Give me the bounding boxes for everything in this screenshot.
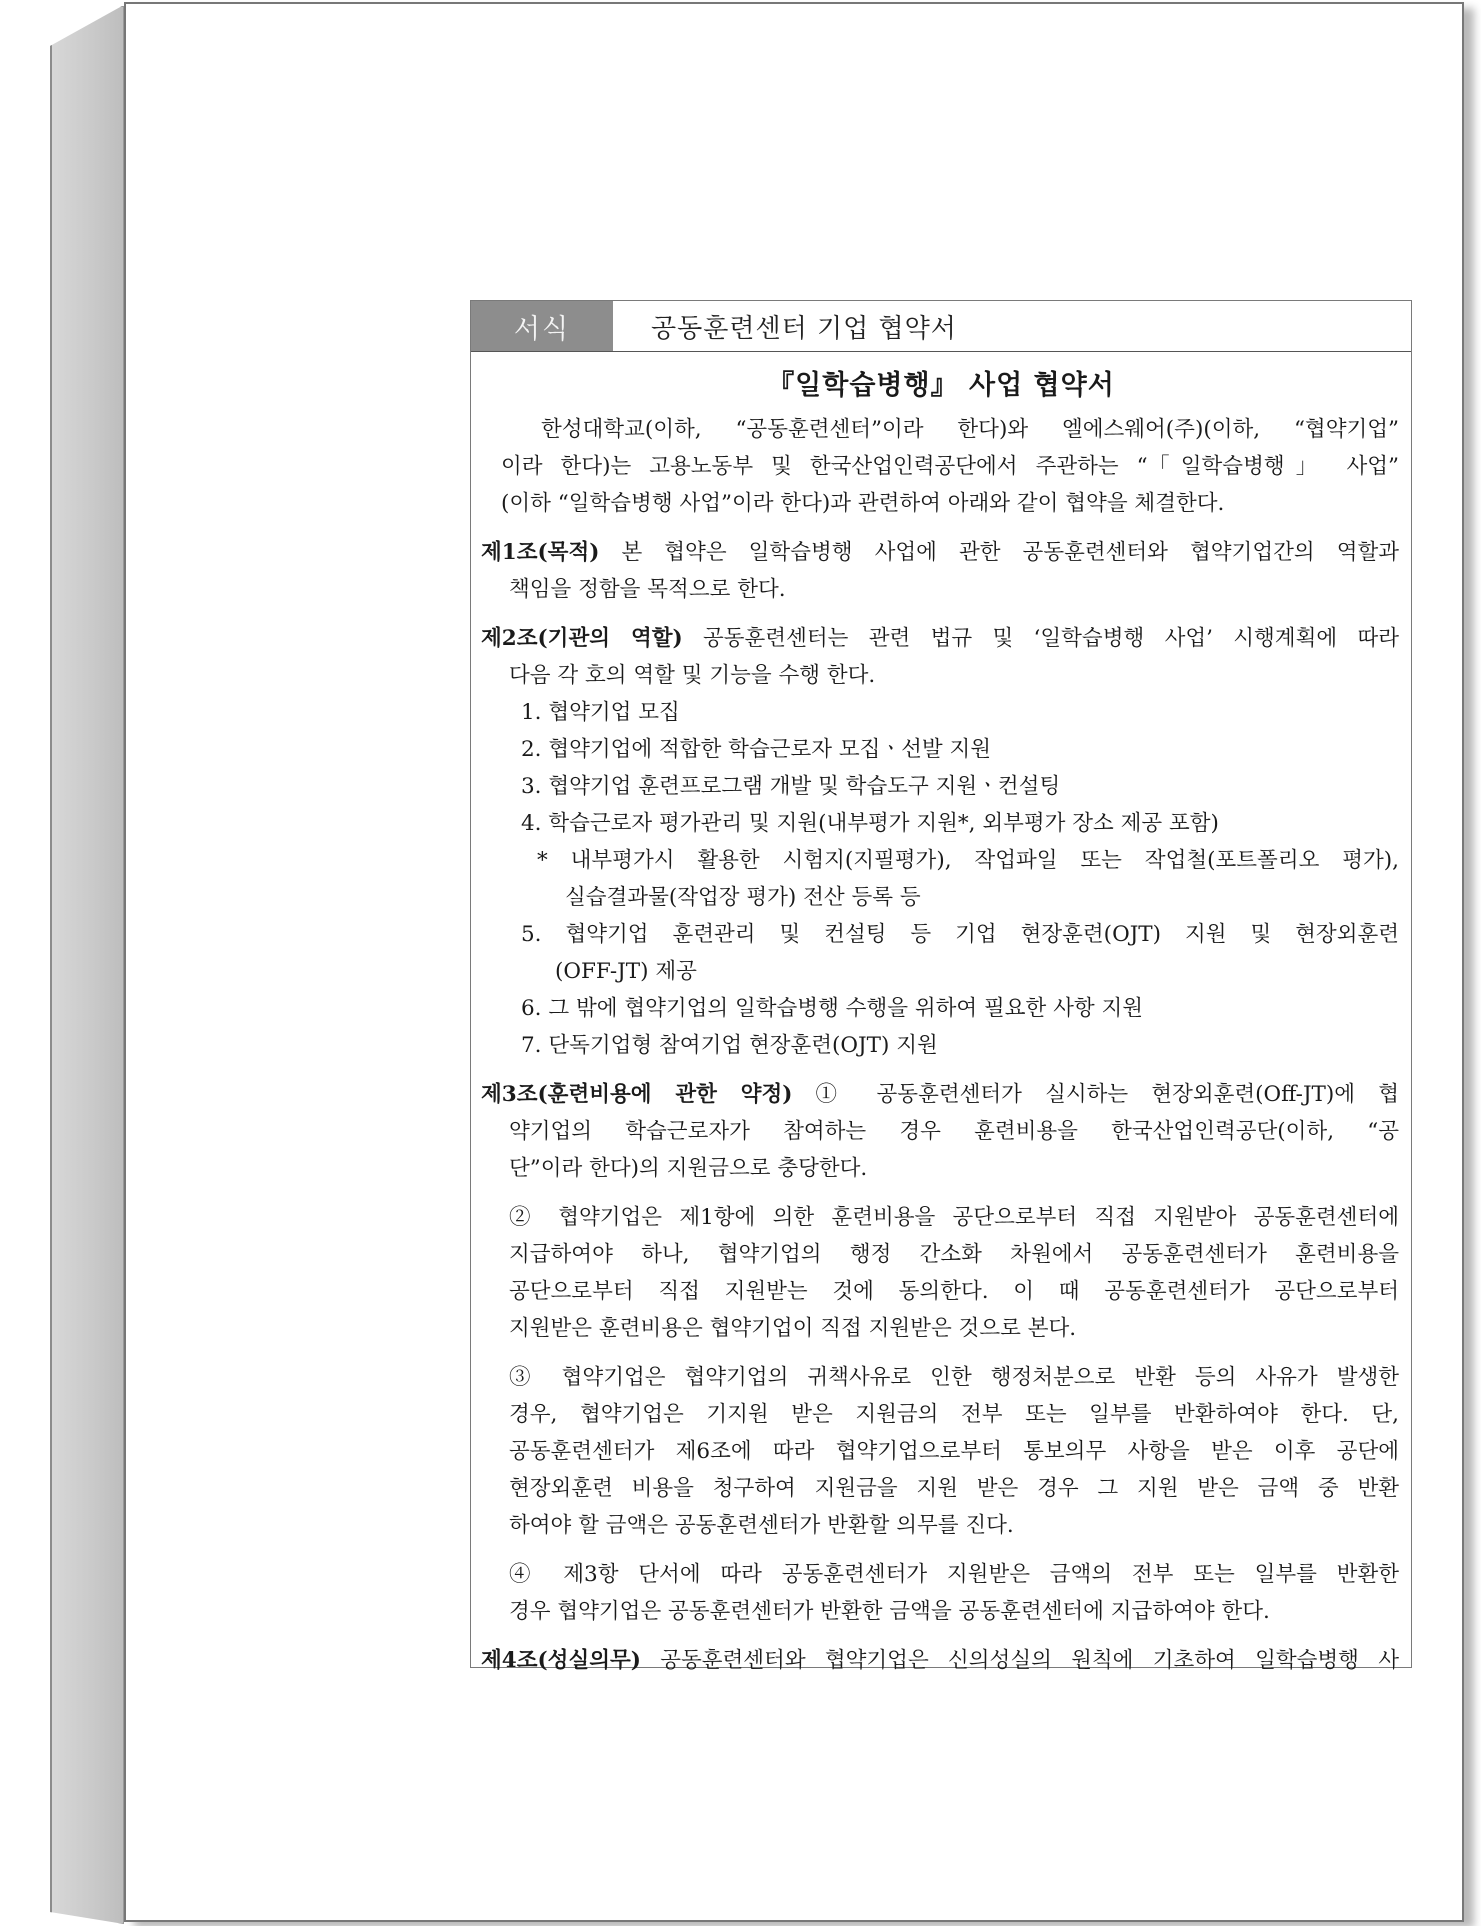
list-item: (OFF-JT) 제공 [555, 959, 697, 984]
article-4-heading: 제4조(성실의무) [481, 1648, 641, 1673]
intro-line: 이라 한다)는 고용노동부 및 한국산업인력공단에서 주관하는 “「일학습병행」 사업” [501, 454, 1399, 479]
article-3-text: 단”이라 한다)의 지원금으로 충당한다. [509, 1156, 868, 1181]
list-item: 3. 협약기업 훈련프로그램 개발 및 학습도구 지원ㆍ컨설팅 [521, 774, 1061, 799]
article-1-text: 책임을 정함을 목적으로 한다. [509, 577, 786, 602]
article-1 [481, 534, 1399, 608]
clause-2: ② 협약기업은 제1항에 의한 훈련비용을 공단으로부터 직접 지원받아 공동훈련센터에 [509, 1205, 1399, 1230]
agreement-form [470, 300, 1412, 1673]
article-3-first-line [481, 1076, 1399, 1113]
document-body [481, 411, 1399, 1679]
clause-3: 경우, 협약기업은 기지원 받은 지원금의 전부 또는 일부를 반환하여야 한다. 단, [509, 1402, 1399, 1427]
clause-4: ④ 제3항 단서에 따라 공동훈련센터가 지원받은 금액의 전부 또는 일부를 반환한 [509, 1562, 1399, 1587]
article-3-text: ① 공동훈련센터가 실시하는 현장외훈련(Off-JT)에 협 [792, 1082, 1399, 1107]
page-stack-edge [50, 6, 124, 1924]
article-4 [481, 1642, 1399, 1679]
form-header [471, 301, 1411, 352]
clause-2: 공단으로부터 직접 지원받는 것에 동의한다. 이 때 공동훈련센터가 공단으로부터 [509, 1279, 1399, 1304]
list-note: 실습결과물(작업장 평가) 전산 등록 등 [565, 885, 921, 910]
list-item: 1. 협약기업 모집 [521, 700, 680, 725]
article-2-text: 다음 각 호의 역할 및 기능을 수행 한다. [509, 663, 876, 688]
article-1-text: 본 협약은 일학습병행 사업에 관한 공동훈련센터와 협약기업간의 역할과 [599, 540, 1399, 565]
list-item: 7. 단독기업형 참여기업 현장훈련(OJT) 지원 [521, 1033, 938, 1058]
document-title: 『일학습병행』 사업 협약서 [767, 370, 1115, 401]
article-3-text: 약기업의 학습근로자가 참여하는 경우 훈련비용을 한국산업인력공단(이하, “공 [509, 1119, 1399, 1144]
article-4-text: 공동훈련센터와 협약기업은 신의성실의 원칙에 기초하여 일학습병행 사 [640, 1648, 1399, 1673]
list-item: 2. 협약기업에 적합한 학습근로자 모집ㆍ선발 지원 [521, 737, 992, 762]
article-3 [481, 1076, 1399, 1630]
article-2 [481, 620, 1399, 1064]
article-2-first-line [481, 620, 1399, 657]
intro-paragraph [481, 411, 1399, 522]
list-item: 6. 그 밖에 협약기업의 일학습병행 수행을 위하여 필요한 사항 지원 [521, 996, 1144, 1021]
clause-4: 경우 협약기업은 공동훈련센터가 반환한 금액을 공동훈련센터에 지급하여야 한다. [509, 1599, 1270, 1624]
article-4-first-line [481, 1642, 1399, 1679]
list-item: 5. 협약기업 훈련관리 및 컨설팅 등 기업 현장훈련(OJT) 지원 및 현장외훈련 [521, 922, 1399, 947]
article-2-text: 공동훈련센터는 관련 법규 및 ‘일학습병행 사업’ 시행계획에 따라 [682, 626, 1399, 651]
clause-2: 지급하여야 하나, 협약기업의 행정 간소화 차원에서 공동훈련센터가 훈련비용을 [509, 1242, 1399, 1267]
article-2-heading: 제2조(기관의 역할) [481, 626, 683, 651]
clause-3: 공동훈련센터가 제6조에 따라 협약기업으로부터 통보의무 사항을 받은 이후 공단에 [509, 1439, 1399, 1464]
article-1-first-line [481, 534, 1399, 571]
clause-3: 현장외훈련 비용을 청구하여 지원금을 지원 받은 경우 그 지원 받은 금액 중 반환 [509, 1476, 1399, 1501]
clause-3: ③ 협약기업은 협약기업의 귀책사유로 인한 행정처분으로 반환 등의 사유가 발생한 [509, 1365, 1399, 1390]
article-3-heading: 제3조(훈련비용에 관한 약정) [481, 1082, 793, 1107]
intro-line: (이하 “일학습병행 사업”이라 한다)과 관련하여 아래와 같이 협약을 체결한다. [501, 491, 1225, 516]
intro-line: 한성대학교(이하, “공동훈련센터”이라 한다)와 엘에스웨어(주)(이하, “협약기업” [541, 417, 1399, 442]
clause-3: 하여야 할 금액은 공동훈련센터가 반환할 의무를 진다. [509, 1513, 1014, 1538]
form-tag: 서식 [471, 301, 613, 351]
form-header-title: 공동훈련센터 기업 협약서 [651, 313, 957, 344]
document-page [124, 2, 1464, 1922]
list-note: * 내부평가시 활용한 시험지(지필평가), 작업파일 또는 작업철(포트폴리오 평가), [537, 848, 1399, 873]
list-item: 4. 학습근로자 평가관리 및 지원(내부평가 지원*, 외부평가 장소 제공 포함) [521, 811, 1219, 836]
clause-2: 지원받은 훈련비용은 협약기업이 직접 지원받은 것으로 본다. [509, 1316, 1077, 1341]
article-1-heading: 제1조(목적) [481, 540, 600, 565]
